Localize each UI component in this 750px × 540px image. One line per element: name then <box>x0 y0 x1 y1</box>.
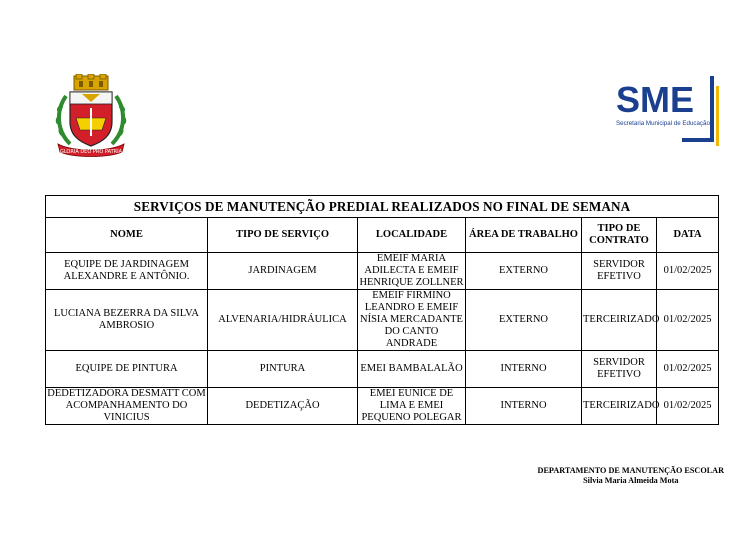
cell-localidade: EMEI BAMBALALÃO <box>358 351 466 388</box>
signature-block <box>538 466 724 486</box>
header-localidade: LOCALIDADE <box>358 218 466 253</box>
header-tipo-servico: TIPO DE SERVIÇO <box>208 218 358 253</box>
cell-contrato: TERCEIRIZADO <box>582 290 657 351</box>
header-tipo-contrato: TIPO DE CONTRATO <box>582 218 657 253</box>
cell-data: 01/02/2025 <box>657 290 719 351</box>
cell-contrato: TERCEIRIZADO <box>582 388 657 425</box>
cell-data: 01/02/2025 <box>657 253 719 290</box>
cell-localidade: EMEIF FIRMINO LEANDRO E EMEIF NÍSIA MERCADANTE DO CANTO ANDRADE <box>358 290 466 351</box>
header-nome: NOME <box>46 218 208 253</box>
cell-data: 01/02/2025 <box>657 388 719 425</box>
footer-department: DEPARTAMENTO DE MANUTENÇÃO ESCOLAR <box>537 466 724 475</box>
cell-area: EXTERNO <box>466 290 582 351</box>
table-title: SERVIÇOS DE MANUTENÇÃO PREDIAL REALIZADOS NO FINAL DE SEMANA <box>46 196 719 218</box>
cell-nome: LUCIANA BEZERRA DA SILVA AMBROSIO <box>46 290 208 351</box>
cell-area: INTERNO <box>466 388 582 425</box>
sme-logo-word: SME <box>616 79 695 120</box>
cell-servico: DEDETIZAÇÃO <box>208 388 358 425</box>
sme-logo <box>612 76 722 152</box>
cell-servico: JARDINAGEM <box>208 253 358 290</box>
footer-name: Silvia Maria Almeida Mota <box>583 476 679 485</box>
cell-nome: EQUIPE DE JARDINAGEM ALEXANDRE E ANTÔNIO. <box>46 253 208 290</box>
table-row <box>46 351 719 388</box>
cell-data: 01/02/2025 <box>657 351 719 388</box>
cell-contrato: SERVIDOR EFETIVO <box>582 253 657 290</box>
crest-motto: GLORIA DEO PRO PATRIA <box>59 149 123 155</box>
maintenance-services-table <box>45 195 719 425</box>
table-row <box>46 388 719 425</box>
header-area-trabalho: ÁREA DE TRABALHO <box>466 218 582 253</box>
cell-area: EXTERNO <box>466 253 582 290</box>
cell-servico: ALVENARIA/HIDRÁULICA <box>208 290 358 351</box>
sme-logo-frame-right <box>710 76 714 142</box>
municipal-crest-logo <box>52 74 130 158</box>
cell-nome: DEDETIZADORA DESMATT COM ACOMPANHAMENTO DO VINICIUS <box>47 388 206 423</box>
sme-logo-subtitle: Secretaria Municipal de Educação <box>616 120 710 127</box>
sme-logo-frame-bottom <box>682 138 714 142</box>
sme-logo-accent <box>716 86 719 146</box>
cell-localidade: EMEIF MARIA ADILECTA E EMEIF HENRIQUE ZOLLNER <box>359 253 464 288</box>
cell-servico: PINTURA <box>208 351 358 388</box>
cell-nome: EQUIPE DE PINTURA <box>46 351 208 388</box>
header-data: DATA <box>657 218 719 253</box>
cell-area: INTERNO <box>466 351 582 388</box>
cell-contrato: SERVIDOR EFETIVO <box>582 351 657 388</box>
table-row <box>46 253 719 290</box>
cell-localidade: EMEI EUNICE DE LIMA E EMEI PEQUENO POLEGAR <box>358 388 466 425</box>
table-row <box>46 290 719 351</box>
